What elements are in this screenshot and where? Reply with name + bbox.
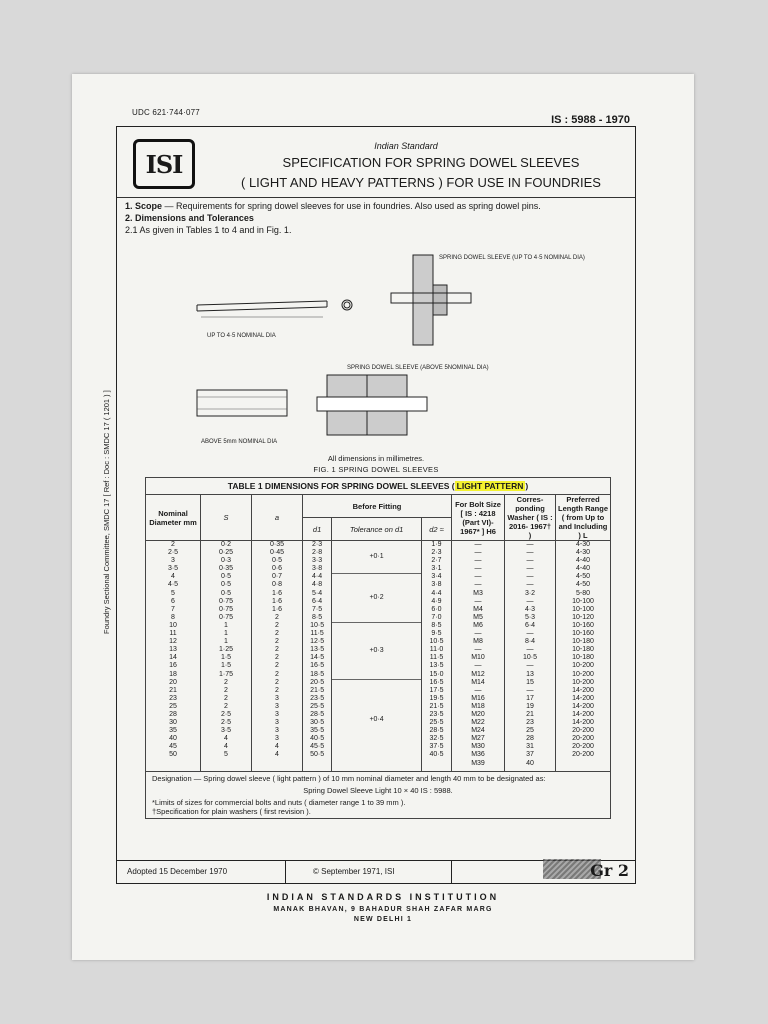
institution-name: INDIAN STANDARDS INSTITUTION [266,892,500,902]
institution-address-1: MANAK BHAVAN, 9 BAHADUR SHAH ZAFAR MARG [273,906,493,913]
col-nominal: Nominal Diameter mm [146,495,201,541]
clause-2-1: 2.1 As given in Tables 1 to 4 and in Fig. 1. [125,225,292,235]
s-values: 0·2 0·25 0·3 0·35 0·5 0·5 0·5 0·75 0·75 0·75 1 1 1 1·25 1·5 1·5 1·75 2 2 2 2 2·5 2·5 3·5 4 4 5 [201,541,252,772]
col-before-fitting: Before Fitting [303,495,452,518]
standard-number: IS : 5988 - 1970 [551,114,630,126]
tol-0: +0·1 [332,541,421,574]
standard-frame [116,126,636,884]
nominal-values: 2 2·5 3 3·5 4 4·5 5 6 7 8 10 11 12 13 14 16 18 20 21 23 25 28 30 35 40 45 50 [146,541,201,772]
footer-divider-1 [285,861,286,883]
scope-paragraph [125,201,541,211]
footer-divider-2 [451,861,452,883]
tol-3: +0·4 [369,715,384,723]
col-washer: Corres- ponding Washer ( IS : 2016- 1967† ) [505,495,556,541]
washer-values: — — — — — — 3·2 — 4·3 5·3 6·4 — 8·4 — 10·5 — 13 15 — 17 19 21 23 25 28 31 37 40 [505,541,556,772]
large-sleeve-drawing [197,390,287,445]
label-up-to: UP TO 4·5 NOMINAL DIA [207,333,276,339]
label-sleeve-large: SPRING DOWEL SLEEVE (ABOVE 5NOMINAL DIA) [347,365,489,371]
footnote-1: *Limits of sizes for commercial bolts and nuts ( diameter range 1 to 39 mm ). [152,797,406,807]
small-sleeve-drawing [197,300,352,339]
designation-example: Spring Dowel Sleeve Light 10 × 40 IS : 5988. [303,785,453,795]
title-divider [117,197,635,198]
scope-text: — Requirements for spring dowel sleeves for use in foundries. Also used as spring dowel pins. [162,201,541,211]
isi-logo-text: ISI [145,149,183,179]
dimensions-heading [125,213,254,223]
figure-caption: FIG. 1 SPRING DOWEL SLEEVES [313,465,439,474]
table-title [145,477,611,494]
col-d2: d2 ≈ [421,518,451,541]
tol-2: +0·3 [332,623,421,680]
footnote-2: †Specification for plain washers ( first revision ). [152,806,311,816]
tol-1: +0·2 [332,574,421,623]
price-grade: Gr 2 [590,861,629,880]
label-sleeve-small: SPRING DOWEL SLEEVE (UP TO 4·5 NOMINAL DIA) [439,255,585,261]
table-title-prefix: TABLE 1 DIMENSIONS FOR SPRING DOWEL SLEEVES ( [227,481,455,491]
label-above: ABOVE 5mm NOMINAL DIA [201,439,278,445]
table-title-highlight: LIGHT PATTERN [456,481,524,491]
flange-assembly-small [391,255,585,345]
institution-address-2: NEW DELHI 1 [353,916,413,923]
figure-note: All dimensions in millimetres. [327,454,425,463]
scope-heading: 1. Scope [125,201,163,211]
table-title-suffix: ) [525,481,529,491]
dimensions-heading-text: 2. Dimensions and Tolerances [125,213,254,223]
flange-assembly-large [317,365,489,435]
col-a: a [252,495,303,541]
document-page [72,74,694,960]
table-1 [145,477,611,819]
d1-values: 2·3 2·8 3·3 3·8 4·4 4·8 5·4 6·4 7·5 8·5 10·5 11·5 12·5 13·5 14·5 16·5 18·5 20·5 21·5 23·5 25·5 28·5 30·5 35·5 40·5 45·5 50·5 [303,541,332,772]
udc-number: UDC 621·744·077 [132,108,200,117]
adopted-date: Adopted 15 December 1970 [127,867,228,876]
title-line-2: ( LIGHT AND HEAVY PATTERNS ) FOR USE IN FOUNDRIES [241,175,601,190]
bolt-values: — — — — — — M3 — M4 M5 M6 — M8 — M10 — M12 M14 — M16 M18 M20 M22 M24 M27 M30 M36 M39 [452,541,505,772]
table-notes [145,772,611,819]
col-tolerance: Tolerance on d1 [332,518,422,541]
a-values: 0·35 0·45 0·5 0·6 0·7 0·8 1·6 1·6 1·6 2 2 2 2 2 2 2 2 2 2 3 3 3 3 3 3 4 4 [252,541,303,772]
designation-text: Designation — Spring dowel sleeve ( light pattern ) of 10 mm nominal diameter and length 40 mm to be designated as: [152,773,546,783]
figure-spring-dowel-sleeves [177,245,585,465]
title-line-1: SPECIFICATION FOR SPRING DOWEL SLEEVES [282,155,580,170]
col-s: S [201,495,252,541]
frame-footer [117,860,635,883]
length-values: 4-30 4-30 4-40 4-40 4-50 4-50 5-80 10-100 10-100 10-120 10-160 10-160 10-180 10-180 10-180 10-200 10-200 10-200 14-200 14-200 14-200 14-200 14-200 20-200 20-200 20-200 20-200 [556,541,611,772]
committee-side-note: Foundry Sectional Committee, SMDC 17 [ Ref : Doc : SMDC 17 ( 1201 ) ] [102,390,111,634]
col-d1: d1 [303,518,332,541]
d2-values: 1·9 2·3 2·7 3·1 3·4 3·8 4·4 4·9 6·0 7·0 8·5 9·5 10·5 11·0 11·5 13·5 15·0 16·5 17·5 19·5 21·5 23·5 25·5 28·5 32·5 37·5 40·5 [421,541,451,772]
col-bolt: For Bolt Size [ IS : 4218 (Part VI)- 1967* ] H6 [452,495,505,541]
col-length: Preferred Length Range ( from Up to and Including ) L [556,495,611,541]
tolerance-values [332,541,422,772]
standard-label: Indian Standard [374,141,438,151]
dimensions-table [145,494,611,772]
copyright: © September 1971, ISI [313,867,395,876]
